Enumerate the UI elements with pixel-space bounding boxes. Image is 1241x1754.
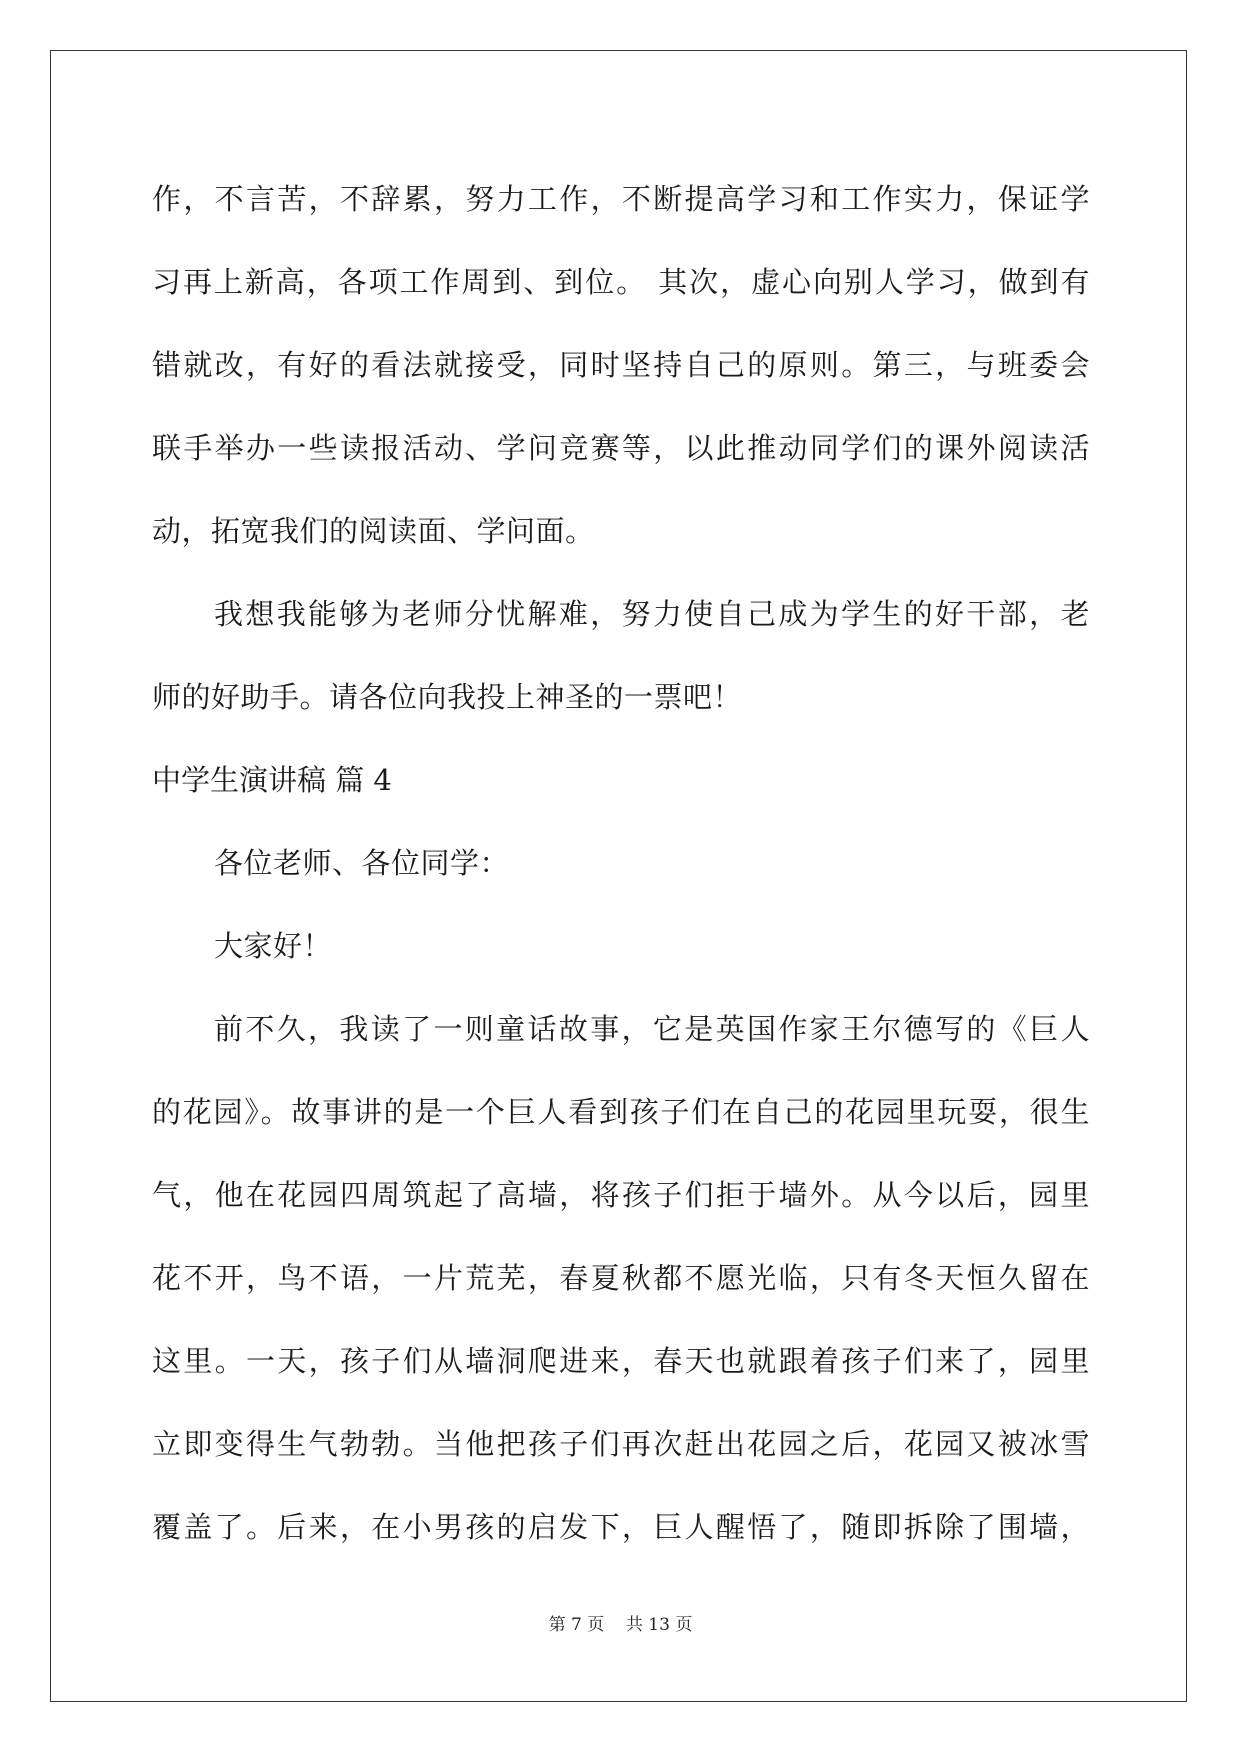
text-line: 这里。一天，孩子们从墙洞爬进来，春天也就跟着孩子们来了，园里 bbox=[152, 1344, 1090, 1378]
text-line: 花不开，鸟不语，一片荒芜，春夏秋都不愿光临，只有冬天恒久留在 bbox=[152, 1261, 1090, 1295]
text-line: 习再上新高，各项工作周到、到位。 其次，虚心向别人学习，做到有 bbox=[152, 265, 1090, 299]
text-line: 各位老师、各位同学： bbox=[214, 846, 510, 880]
text-line: 前不久，我读了一则童话故事，它是英国作家王尔德写的《巨人 bbox=[214, 1012, 1090, 1046]
text-line: 作，不言苦，不辞累，努力工作，不断提高学习和工作实力，保证学 bbox=[152, 182, 1090, 216]
text-line: 动，拓宽我们的阅读面、学问面。 bbox=[152, 514, 595, 548]
document-body bbox=[152, 158, 1090, 1569]
text-line: 的花园》。故事讲的是一个巨人看到孩子们在自己的花园里玩耍，很生 bbox=[152, 1095, 1090, 1129]
text-line: 我想我能够为老师分忧解难，努力使自己成为学生的好干部，老 bbox=[214, 597, 1090, 631]
page-number-footer: 第 7 页 共 13 页 bbox=[548, 1615, 693, 1635]
text-line: 师的好助手。请各位向我投上神圣的一票吧！ bbox=[152, 680, 743, 714]
text-line: 覆盖了。后来，在小男孩的启发下，巨人醒悟了，随即拆除了围墙， bbox=[152, 1510, 1090, 1544]
text-line: 联手举办一些读报活动、学问竞赛等，以此推动同学们的课外阅读活 bbox=[152, 431, 1090, 465]
text-line: 立即变得生气勃勃。当他把孩子们再次赶出花园之后，花园又被冰雪 bbox=[152, 1427, 1090, 1461]
text-line: 气，他在花园四周筑起了高墙，将孩子们拒于墙外。从今以后，园里 bbox=[152, 1178, 1090, 1212]
text-line: 错就改，有好的看法就接受，同时坚持自己的原则。第三，与班委会 bbox=[152, 348, 1090, 382]
paragraph-block-before-heading bbox=[152, 158, 1090, 739]
text-line: 大家好！ bbox=[214, 929, 333, 963]
section-heading: 中学生演讲稿 篇 4 bbox=[152, 763, 392, 797]
paragraph-block-after-heading bbox=[152, 822, 1090, 1569]
